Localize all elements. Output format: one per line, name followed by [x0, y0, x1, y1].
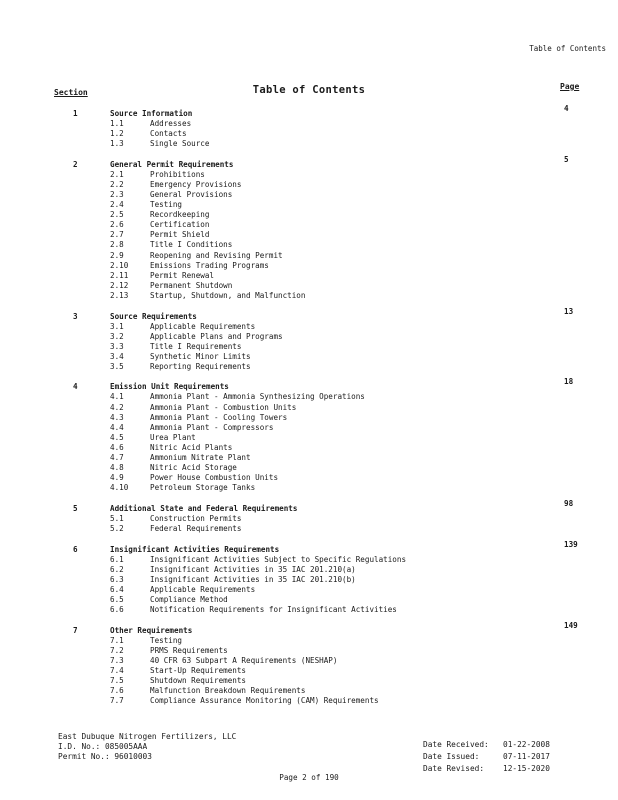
- section-number: 3: [73, 311, 78, 321]
- toc-item: [0, 636, 618, 646]
- item-title: Ammonia Plant - Cooling Towers: [150, 412, 288, 422]
- running-header: Table of Contents: [529, 44, 606, 53]
- toc-item: [0, 322, 618, 332]
- item-number: 2.10: [110, 260, 129, 270]
- toc-item: [0, 281, 618, 291]
- item-number: 6.5: [110, 594, 124, 604]
- footer-dates: [423, 739, 550, 775]
- item-number: 7.7: [110, 696, 124, 706]
- toc-item: [0, 392, 618, 402]
- toc-section-heading: [0, 306, 618, 322]
- toc-item: [0, 676, 618, 686]
- item-number: 2.11: [110, 270, 129, 280]
- item-number: 6.1: [110, 554, 124, 564]
- page-title: Table of Contents: [252, 84, 366, 96]
- section-title: Insignificant Activities Requirements: [110, 544, 280, 554]
- toc-item: [0, 210, 618, 220]
- toc-section-heading: [0, 377, 618, 392]
- toc-item: [0, 190, 618, 200]
- item-title: Compliance Method: [150, 594, 228, 604]
- section-title: Source Requirements: [110, 311, 197, 321]
- item-number: 4.5: [110, 432, 124, 442]
- toc-item: [0, 433, 618, 443]
- toc-item: [0, 119, 618, 129]
- toc-item: [0, 696, 618, 706]
- item-number: 6.4: [110, 584, 124, 594]
- section-column-label: Section: [54, 88, 88, 97]
- toc-item: [0, 251, 618, 261]
- toc-item: [0, 605, 618, 615]
- toc-item: [0, 200, 618, 210]
- section-number: 4: [73, 382, 78, 392]
- toc-section-3: [0, 306, 618, 372]
- item-title: Ammonia Plant - Compressors: [150, 422, 274, 432]
- item-number: 4.3: [110, 412, 124, 422]
- item-number: 2.8: [110, 240, 124, 250]
- toc-item: [0, 291, 618, 301]
- item-title: 40 CFR 63 Subpart A Requirements (NESHAP): [150, 655, 338, 665]
- date-revised-value: 12-15-2020: [503, 764, 550, 773]
- item-number: 3.2: [110, 331, 124, 341]
- item-title: Startup, Shutdown, and Malfunction: [150, 290, 306, 300]
- item-number: 4.9: [110, 473, 124, 483]
- item-title: Synthetic Minor Limits: [150, 351, 251, 361]
- section-page: 4: [564, 104, 569, 113]
- toc-item: [0, 666, 618, 676]
- item-title: Permit Shield: [150, 230, 210, 240]
- section-title: Emission Unit Requirements: [110, 382, 229, 392]
- item-title: Title I Conditions: [150, 240, 233, 250]
- item-number: 4.10: [110, 483, 129, 493]
- toc-item: [0, 240, 618, 250]
- item-number: 3.3: [110, 341, 124, 351]
- toc-item: [0, 271, 618, 281]
- date-issued-label: Date Issued:: [423, 752, 480, 761]
- date-issued-line: [423, 751, 550, 763]
- page-number: Page 2 of 190: [279, 773, 339, 782]
- toc-item: [0, 170, 618, 180]
- toc-item: [0, 656, 618, 666]
- item-title: Construction Permits: [150, 513, 242, 523]
- item-number: 7.5: [110, 676, 124, 686]
- item-title: Applicable Requirements: [150, 321, 256, 331]
- item-number: 1.2: [110, 129, 124, 139]
- date-received-label: Date Received:: [423, 740, 489, 749]
- item-number: 2.5: [110, 210, 124, 220]
- date-revised-label: Date Revised:: [423, 764, 485, 773]
- item-number: 4.1: [110, 392, 124, 402]
- item-title: Certification: [150, 220, 210, 230]
- item-title: Nitric Acid Storage: [150, 463, 237, 473]
- item-title: Prohibitions: [150, 169, 205, 179]
- item-number: 6.2: [110, 564, 124, 574]
- item-number: 4.8: [110, 463, 124, 473]
- toc-item: [0, 413, 618, 423]
- item-number: 2.1: [110, 169, 124, 179]
- toc-item: [0, 403, 618, 413]
- item-number: 2.2: [110, 179, 124, 189]
- toc-item: [0, 524, 618, 534]
- id-value: 085005AAA: [104, 742, 148, 751]
- section-page: 98: [564, 498, 574, 508]
- section-page: 139: [564, 539, 578, 549]
- section-page: 5: [564, 154, 569, 164]
- item-number: 7.3: [110, 655, 124, 665]
- id-label: I.D. No.:: [58, 742, 101, 751]
- toc-section-heading: [0, 154, 618, 170]
- toc-item: [0, 342, 618, 352]
- item-title: Malfunction Breakdown Requirements: [150, 686, 306, 696]
- section-title: Other Requirements: [110, 625, 193, 635]
- item-number: 7.2: [110, 645, 124, 655]
- date-issued-value: 07-11-2017: [503, 752, 550, 761]
- item-number: 4.4: [110, 422, 124, 432]
- item-number: 5.1: [110, 513, 124, 523]
- item-title: Reopening and Revising Permit: [150, 250, 283, 260]
- item-number: 7.6: [110, 686, 124, 696]
- item-title: Federal Requirements: [150, 524, 242, 533]
- item-number: 4.2: [110, 402, 124, 412]
- item-title: Insignificant Activities in 35 IAC 201.210(a): [150, 564, 356, 574]
- toc-item: [0, 514, 618, 524]
- toc-item: [0, 352, 618, 362]
- toc-item: [0, 453, 618, 463]
- item-title: Ammonia Plant - Combustion Units: [150, 402, 297, 412]
- item-number: 2.13: [110, 290, 129, 300]
- section-number: 5: [73, 503, 78, 513]
- item-title: Testing: [150, 200, 183, 210]
- item-number: 2.6: [110, 220, 124, 230]
- toc-item: [0, 483, 618, 493]
- company-name: East Dubuque Nitrogen Fertilizers, LLC: [58, 732, 237, 741]
- item-number: 6.6: [110, 605, 124, 615]
- item-title: General Provisions: [150, 189, 233, 199]
- item-number: 6.3: [110, 574, 124, 584]
- toc-item: [0, 362, 618, 372]
- section-page: 13: [564, 306, 574, 316]
- id-number-line: [58, 742, 236, 752]
- item-number: 4.7: [110, 453, 124, 463]
- item-number: 2.3: [110, 189, 124, 199]
- permit-value: 96010003: [114, 752, 152, 761]
- toc-item: [0, 463, 618, 473]
- table-of-contents: [0, 104, 618, 717]
- toc-item: [0, 139, 618, 149]
- item-number: 2.4: [110, 200, 124, 210]
- section-page: 18: [564, 377, 574, 387]
- toc-item: [0, 443, 618, 453]
- permit-number-line: [58, 752, 236, 762]
- section-number: 7: [73, 625, 78, 635]
- toc-item: [0, 180, 618, 190]
- toc-item: [0, 585, 618, 595]
- toc-item: [0, 595, 618, 605]
- section-title: General Permit Requirements: [110, 159, 234, 169]
- item-number: 3.4: [110, 351, 124, 361]
- item-title: Permit Renewal: [150, 270, 215, 280]
- item-title: Addresses: [150, 119, 192, 128]
- item-title: Start-Up Requirements: [150, 665, 247, 675]
- item-title: Single Source: [150, 139, 210, 149]
- item-number: 2.7: [110, 230, 124, 240]
- section-number: 1: [73, 109, 78, 118]
- item-title: Ammonium Nitrate Plant: [150, 453, 251, 463]
- item-number: 2.12: [110, 280, 129, 290]
- item-title: Emissions Trading Programs: [150, 260, 269, 270]
- toc-section-7: [0, 620, 618, 707]
- page-column-label: Page: [560, 82, 580, 91]
- toc-item: [0, 686, 618, 696]
- item-title: Ammonia Plant - Ammonia Synthesizing Operations: [150, 392, 365, 402]
- toc-item: [0, 230, 618, 240]
- toc-item: [0, 565, 618, 575]
- section-number: 2: [73, 159, 78, 169]
- toc-section-6: [0, 539, 618, 616]
- date-received-line: [423, 739, 550, 751]
- toc-item: [0, 423, 618, 433]
- toc-section-4: [0, 377, 618, 493]
- toc-section-1: [0, 104, 618, 149]
- item-title: Petroleum Storage Tanks: [150, 483, 256, 493]
- toc-section-heading: [0, 539, 618, 555]
- item-number: 1.3: [110, 139, 124, 149]
- item-number: 7.4: [110, 665, 124, 675]
- item-title: Applicable Plans and Programs: [150, 331, 283, 341]
- toc-section-2: [0, 154, 618, 301]
- item-title: Notification Requirements for Insignificant Activities: [150, 605, 397, 615]
- toc-section-heading: [0, 498, 618, 514]
- item-number: 7.1: [110, 635, 124, 645]
- item-number: 4.6: [110, 442, 124, 452]
- item-number: 3.1: [110, 321, 124, 331]
- section-title: Source Information: [110, 109, 193, 118]
- item-number: 3.5: [110, 361, 124, 371]
- toc-item: [0, 646, 618, 656]
- toc-section-heading: [0, 620, 618, 636]
- item-title: Power House Combustion Units: [150, 473, 279, 483]
- item-title: Shutdown Requirements: [150, 676, 247, 686]
- footer-identification: [58, 732, 236, 762]
- item-title: Reporting Requirements: [150, 361, 251, 371]
- permit-label: Permit No.:: [58, 752, 110, 761]
- item-title: Urea Plant: [150, 432, 196, 442]
- item-title: Recordkeeping: [150, 210, 210, 220]
- date-received-value: 01-22-2008: [503, 740, 550, 749]
- item-title: Nitric Acid Plants: [150, 442, 233, 452]
- toc-item: [0, 473, 618, 483]
- item-title: Insignificant Activities Subject to Specific Regulations: [150, 554, 407, 564]
- item-number: 5.2: [110, 524, 124, 533]
- item-title: Permanent Shutdown: [150, 280, 233, 290]
- item-title: Contacts: [150, 129, 187, 139]
- toc-item: [0, 129, 618, 139]
- toc-section-5: [0, 498, 618, 534]
- item-title: PRMS Requirements: [150, 645, 228, 655]
- item-title: Testing: [150, 635, 183, 645]
- item-title: Title I Requirements: [150, 341, 242, 351]
- toc-item: [0, 555, 618, 565]
- item-title: Emergency Provisions: [150, 179, 242, 189]
- section-title: Additional State and Federal Requirements: [110, 503, 298, 513]
- toc-section-heading: [0, 104, 618, 119]
- item-number: 2.9: [110, 250, 124, 260]
- item-title: Insignificant Activities in 35 IAC 201.210(b): [150, 574, 356, 584]
- section-number: 6: [73, 544, 78, 554]
- toc-item: [0, 332, 618, 342]
- toc-item: [0, 220, 618, 230]
- toc-item: [0, 575, 618, 585]
- item-number: 1.1: [110, 119, 124, 128]
- toc-item: [0, 261, 618, 271]
- section-page: 149: [564, 620, 578, 630]
- item-title: Applicable Requirements: [150, 584, 256, 594]
- item-title: Compliance Assurance Monitoring (CAM) Requirements: [150, 696, 379, 706]
